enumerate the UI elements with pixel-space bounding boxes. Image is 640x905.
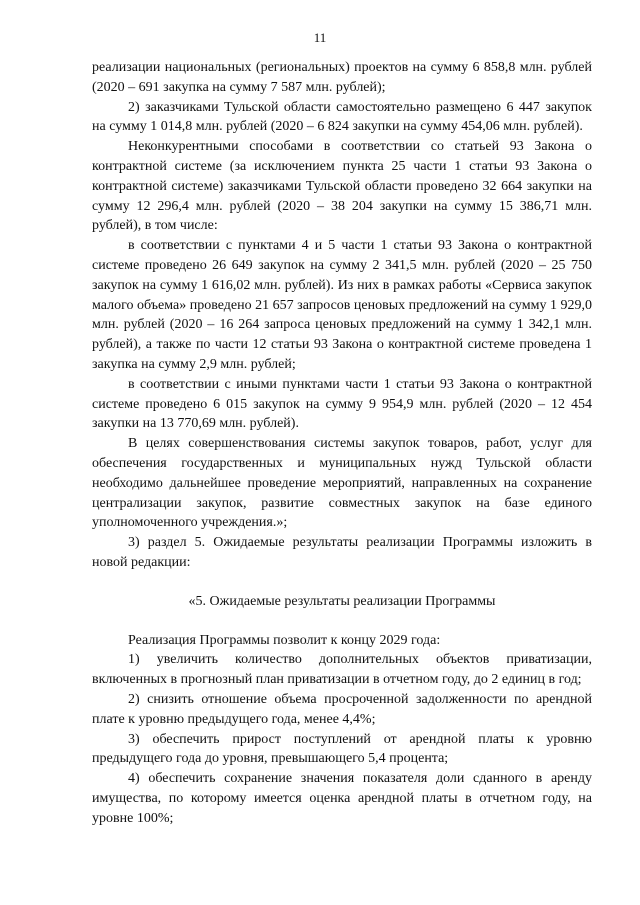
section-heading: «5. Ожидаемые результаты реализации Программы [188,593,496,609]
list-item: 1) увеличить количество дополнительных объектов приватизации, включенных в прогнозный план приватизации в отчетном году, до 2 единиц в год; [92,652,592,688]
list-item: 2) снизить отношение объема просроченной задолженности по арендной плате к уровню предыдущего года, менее 4,4%; [92,691,592,727]
paragraph: 3) раздел 5. Ожидаемые результаты реализации Программы изложить в новой редакции: [92,535,592,570]
page-number: 11 [313,30,327,45]
document-body [92,58,592,828]
paragraph: В целях совершенствования системы закупок товаров, работ, услуг для обеспечения государственных и муниципальных нужд Тульской области необходимо дальнейшее проведение мероприятий, направленных на сохранение централизации закупок, развитие совместных закупок на базе единого уполномоченного учреждения.»; [92,436,592,531]
paragraph: реализации национальных (региональных) проектов на сумму 6 858,8 млн. рублей (2020 – 691 закупка на сумму 7 587 млн. рублей); [92,60,592,95]
paragraph: 2) заказчиками Тульской области самостоятельно размещено 6 447 закупок на сумму 1 014,8 млн. рублей (2020 – 6 824 закупки на сумму 454,06 млн. рублей). [92,99,592,135]
paragraph: в соответствии с иными пунктами части 1 статьи 93 Закона о контрактной системе проведено 6 015 закупок на сумму 9 954,9 млн. рублей (2020 – 12 454 закупки на 13 770,69 млн. рублей). [92,376,592,432]
list-item: 3) обеспечить прирост поступлений от арендной платы к уровню предыдущего года до уровня, превышающего 5,4 процента; [92,731,592,767]
paragraph: в соответствии с пунктами 4 и 5 части 1 статьи 93 Закона о контрактной системе проведено 26 649 закупок на сумму 2 341,5 млн. рублей (2020 – 25 750 закупок на сумму 1 616,02 млн. рублей). Из них в рамках работы «Сервиса закупок малого объема» проведено 21 657 запросов ценовых предложений на сумму 1 929,0 млн. рублей (2020 – 16 264 запроса ценовых предложений на сумму 1 342,1 млн. рублей), а также по части 12 статьи 93 Закона о контрактной системе проведена 1 закупка на сумму 2,9 млн. рублей; [92,238,592,372]
list-item: 4) обеспечить сохранение значения показателя доли сданного в аренду имущества, по которому имеется оценка арендной платы в отчетном году, на уровне 100%; [92,771,592,826]
paragraph: Реализация Программы позволит к концу 2029 года: [128,632,441,648]
paragraph: Неконкурентными способами в соответствии со статьей 93 Закона о контрактной системе (за исключением пункта 25 части 1 статьи 93 Закона о контрактной системе) заказчиками Тульской области проведено 32 664 закупки на сумму 12 296,4 млн. рублей (2020 – 38 204 закупки на сумму 15 386,71 млн. рублей), в том числе: [92,139,592,234]
